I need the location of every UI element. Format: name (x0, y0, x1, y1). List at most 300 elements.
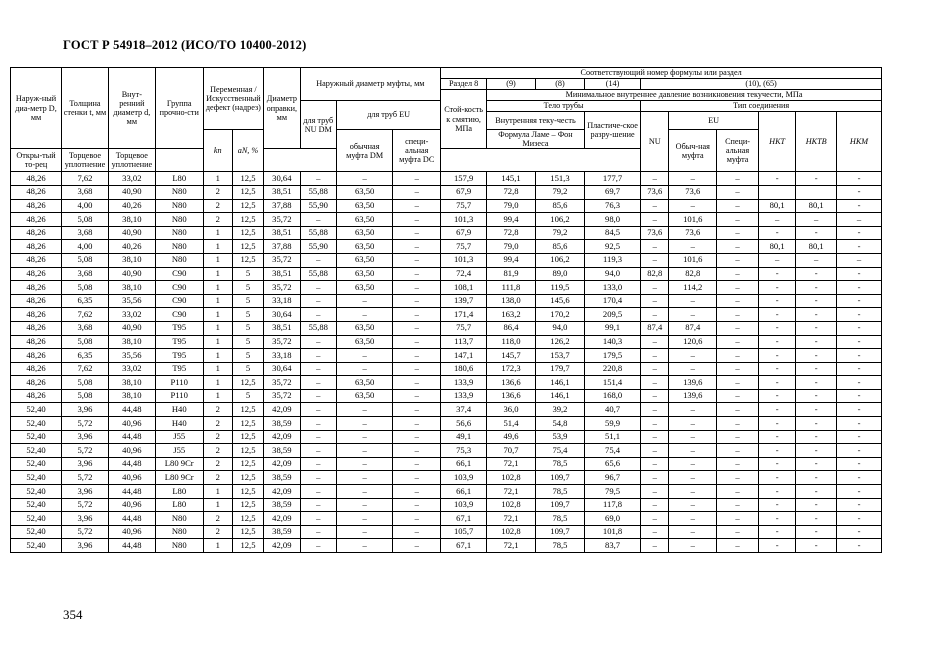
table-row (11, 430, 882, 444)
table-cell: – (641, 485, 669, 499)
table-cell: 63,50 (337, 335, 393, 349)
table-cell: 180,6 (441, 362, 487, 376)
table-cell: 63,50 (337, 226, 393, 240)
table-cell: 84,5 (584, 226, 640, 240)
table-cell: N80 (155, 253, 203, 267)
table-cell: 6,35 (62, 349, 109, 363)
table-cell: - (837, 294, 882, 308)
header-collapse-resistance: Стой-кость к смятию, МПа (441, 90, 487, 149)
table-cell: 37,88 (264, 199, 300, 213)
table-cell: N80 (155, 512, 203, 526)
table-cell: - (758, 417, 796, 431)
table-cell: – (393, 539, 441, 553)
header-for-nu: для труб NU DM (300, 101, 336, 149)
table-cell: 33,02 (108, 308, 155, 322)
table-cell: – (393, 430, 441, 444)
table-cell: 75,4 (535, 444, 584, 458)
table-cell: 33,18 (264, 349, 300, 363)
table-cell: – (393, 512, 441, 526)
table-cell: C90 (155, 281, 203, 295)
table-cell: – (393, 457, 441, 471)
header-section-8: Раздел 8 (441, 79, 487, 90)
header-kn: kn (203, 130, 232, 172)
table-row (11, 294, 882, 308)
table-cell: – (300, 362, 336, 376)
table-cell: - (796, 471, 837, 485)
table-cell: 2 (203, 471, 232, 485)
table-cell: J55 (155, 444, 203, 458)
table-cell: – (337, 457, 393, 471)
table-cell: 2 (203, 417, 232, 431)
table-cell: - (758, 471, 796, 485)
table-cell: – (641, 253, 669, 267)
table-cell: 49,6 (487, 430, 536, 444)
table-cell: – (300, 430, 336, 444)
table-cell: – (717, 403, 759, 417)
table-row (11, 335, 882, 349)
table-cell: – (393, 444, 441, 458)
table-cell: 48,26 (11, 199, 62, 213)
table-cell: 96,7 (584, 471, 640, 485)
table-cell: 3,68 (62, 321, 109, 335)
table-cell: – (337, 512, 393, 526)
table-cell: 5 (232, 308, 263, 322)
table-cell: – (796, 253, 837, 267)
table-cell: – (300, 389, 336, 403)
table-cell: – (337, 539, 393, 553)
table-cell: 2 (203, 185, 232, 199)
header-nktv: НКТВ (796, 112, 837, 172)
table-cell: 1 (203, 294, 232, 308)
table-cell: 73,6 (669, 185, 717, 199)
table-cell: 12,5 (232, 199, 263, 213)
table-cell: - (796, 498, 837, 512)
table-cell: - (758, 321, 796, 335)
table-cell: – (393, 240, 441, 254)
table-cell: – (717, 185, 759, 199)
table-cell: 48,26 (11, 335, 62, 349)
table-cell: 12,5 (232, 525, 263, 539)
table-cell: 5,08 (62, 389, 109, 403)
table-cell: 40,26 (108, 240, 155, 254)
table-cell: N80 (155, 240, 203, 254)
table-cell: - (758, 457, 796, 471)
header-lame-mises: Формула Ламе – Фон Мизеса (487, 130, 585, 149)
table-cell: 78,5 (535, 539, 584, 553)
table-cell: 65,6 (584, 457, 640, 471)
table-cell: 40,96 (108, 498, 155, 512)
table-cell: 101,6 (669, 213, 717, 227)
table-cell: 48,26 (11, 185, 62, 199)
table-cell: - (758, 403, 796, 417)
table-cell: 140,3 (584, 335, 640, 349)
table-cell: - (796, 281, 837, 295)
table-cell: - (796, 294, 837, 308)
table-cell: 12,5 (232, 403, 263, 417)
table-cell: 138,0 (487, 294, 536, 308)
table-cell: – (393, 362, 441, 376)
table-row (11, 172, 882, 186)
table-cell: 72,1 (487, 539, 536, 553)
table-cell: 1 (203, 253, 232, 267)
table-cell: - (796, 525, 837, 539)
table-cell: 69,7 (584, 185, 640, 199)
table-cell: 7,62 (62, 362, 109, 376)
table-cell: 109,7 (535, 498, 584, 512)
table-cell: 35,72 (264, 376, 300, 390)
table-cell: 117,8 (584, 498, 640, 512)
table-cell: – (300, 471, 336, 485)
table-cell: – (669, 240, 717, 254)
table-cell: - (758, 349, 796, 363)
table-cell: 2 (203, 403, 232, 417)
table-cell: – (300, 376, 336, 390)
table-cell: - (837, 185, 882, 199)
table-cell: 1 (203, 172, 232, 186)
table-cell: - (758, 430, 796, 444)
table-cell: 12,5 (232, 444, 263, 458)
table-cell: 5,72 (62, 417, 109, 431)
header-variable-defect: Переменная /Искусственный дефект (надрез) (203, 68, 263, 130)
table-cell: 72,4 (441, 267, 487, 281)
table-cell: 40,90 (108, 321, 155, 335)
table-cell: 85,6 (535, 240, 584, 254)
table-cell: 118,0 (487, 335, 536, 349)
table-cell: - (758, 512, 796, 526)
table-cell: – (717, 172, 759, 186)
table-cell: 72,1 (487, 457, 536, 471)
table-cell: 102,8 (487, 471, 536, 485)
table-row (11, 226, 882, 240)
table-cell: 35,56 (108, 349, 155, 363)
table-cell: - (837, 512, 882, 526)
table-cell: 79,2 (535, 185, 584, 199)
table-cell: – (717, 213, 759, 227)
table-cell: 139,6 (669, 376, 717, 390)
table-cell: 38,59 (264, 525, 300, 539)
table-cell: 5 (232, 281, 263, 295)
table-cell: 79,2 (535, 226, 584, 240)
table-cell: - (758, 498, 796, 512)
table-cell: 38,10 (108, 253, 155, 267)
table-cell: 44,48 (108, 430, 155, 444)
table-cell: 87,4 (669, 321, 717, 335)
table-cell: 51,4 (487, 417, 536, 431)
table-cell: N80 (155, 525, 203, 539)
table-cell: 99,1 (584, 321, 640, 335)
table-cell: 109,7 (535, 471, 584, 485)
table-cell: 5 (232, 267, 263, 281)
table-cell: 55,90 (300, 240, 336, 254)
table-cell: – (717, 294, 759, 308)
table-cell: – (393, 308, 441, 322)
table-cell: N80 (155, 213, 203, 227)
table-cell: – (300, 525, 336, 539)
table-cell: – (300, 444, 336, 458)
table-cell: 6,35 (62, 294, 109, 308)
table-cell: L80 9Cr (155, 471, 203, 485)
table-cell: 5,08 (62, 281, 109, 295)
table-cell: – (337, 403, 393, 417)
header-open-end: Откры-тый то-рец (11, 149, 62, 172)
table-cell: 48,26 (11, 226, 62, 240)
table-cell: 48,26 (11, 376, 62, 390)
table-cell: - (796, 417, 837, 431)
table-cell: 103,9 (441, 498, 487, 512)
table-cell: 106,2 (535, 213, 584, 227)
table-cell: – (641, 362, 669, 376)
table-cell: J55 (155, 430, 203, 444)
table-cell: 52,40 (11, 525, 62, 539)
table-cell: 63,50 (337, 376, 393, 390)
table-cell: - (837, 240, 882, 254)
table-cell: - (796, 539, 837, 553)
table-cell: 49,1 (441, 430, 487, 444)
table-cell: – (669, 199, 717, 213)
table-cell: C90 (155, 267, 203, 281)
header-eu-special: специ-альная муфта DC (393, 130, 441, 172)
table-cell: 89,0 (535, 267, 584, 281)
table-cell: 42,09 (264, 485, 300, 499)
table-cell: 99,4 (487, 213, 536, 227)
table-cell: 63,50 (337, 185, 393, 199)
header-min-pressure: Минимальное внутреннее давление возникновения текучести, МПа (487, 90, 882, 101)
table-cell: – (717, 226, 759, 240)
table-cell: 44,48 (108, 403, 155, 417)
header-formula-8: (8) (535, 79, 584, 90)
table-cell: 1 (203, 485, 232, 499)
table-cell: – (717, 512, 759, 526)
table-cell: 220,8 (584, 362, 640, 376)
table-cell: - (758, 539, 796, 553)
table-cell: N80 (155, 539, 203, 553)
table-cell: – (641, 403, 669, 417)
table-cell: 56,6 (441, 417, 487, 431)
table-cell: 40,90 (108, 185, 155, 199)
table-cell: – (337, 525, 393, 539)
table-cell: - (796, 226, 837, 240)
table-cell: 136,6 (487, 376, 536, 390)
table-cell: 101,6 (669, 253, 717, 267)
table-cell: 12,5 (232, 457, 263, 471)
table-cell: 177,7 (584, 172, 640, 186)
table-cell: H40 (155, 403, 203, 417)
table-cell: 5,08 (62, 376, 109, 390)
table-cell: 5 (232, 349, 263, 363)
table-cell: 146,1 (535, 389, 584, 403)
table-cell: - (837, 335, 882, 349)
table-cell: – (641, 525, 669, 539)
table-cell: 179,5 (584, 349, 640, 363)
table-cell: - (837, 172, 882, 186)
table-cell: – (641, 417, 669, 431)
table-cell: – (717, 281, 759, 295)
table-cell: 145,1 (487, 172, 536, 186)
table-cell: – (393, 226, 441, 240)
table-cell: – (393, 349, 441, 363)
table-cell: – (717, 335, 759, 349)
table-cell: 1 (203, 389, 232, 403)
table-cell: – (717, 362, 759, 376)
table-cell: 3,96 (62, 512, 109, 526)
table-cell: 67,9 (441, 226, 487, 240)
table-cell: 5 (232, 321, 263, 335)
header-outer-diameter: Наруж-ный диа-метр D, мм (11, 68, 62, 149)
table-cell: - (796, 389, 837, 403)
table-cell: - (796, 321, 837, 335)
table-cell: - (796, 485, 837, 499)
table-cell: 63,50 (337, 213, 393, 227)
table-cell: L80 (155, 485, 203, 499)
table-cell: – (393, 498, 441, 512)
table-cell: - (837, 525, 882, 539)
table-cell: 48,26 (11, 267, 62, 281)
header-mandrel-diameter: Диаметр оправки, мм (264, 68, 300, 149)
table-cell: 40,96 (108, 417, 155, 431)
table-cell: – (393, 281, 441, 295)
table-cell: 63,50 (337, 389, 393, 403)
table-cell: – (641, 430, 669, 444)
table-cell: – (300, 457, 336, 471)
table-cell: P110 (155, 389, 203, 403)
header-end-seal-2: Торцевое уплотнение (108, 149, 155, 172)
table-cell: 30,64 (264, 172, 300, 186)
table-cell: 133,9 (441, 376, 487, 390)
table-cell: – (669, 403, 717, 417)
table-cell: – (393, 185, 441, 199)
table-row (11, 240, 882, 254)
table-cell: 3,96 (62, 403, 109, 417)
table-cell: 48,26 (11, 362, 62, 376)
table-cell: 55,88 (300, 226, 336, 240)
table-cell: - (837, 226, 882, 240)
table-cell: 103,9 (441, 471, 487, 485)
table-cell: 37,88 (264, 240, 300, 254)
table-cell: T95 (155, 335, 203, 349)
table-cell: 87,4 (641, 321, 669, 335)
table-cell: 5 (232, 294, 263, 308)
table-cell: – (669, 539, 717, 553)
table-cell: 63,50 (337, 321, 393, 335)
table-cell: – (641, 294, 669, 308)
table-cell: 145,7 (487, 349, 536, 363)
table-cell: 48,26 (11, 172, 62, 186)
table-cell: 1 (203, 281, 232, 295)
header-formula-section: Соответствующий номер формулы или раздел (441, 68, 882, 79)
table-cell: - (758, 485, 796, 499)
table-cell: 114,2 (669, 281, 717, 295)
table-row (11, 199, 882, 213)
table-cell: L80 (155, 172, 203, 186)
table-cell: – (641, 376, 669, 390)
table-cell: 12,5 (232, 172, 263, 186)
table-cell: 2 (203, 213, 232, 227)
table-cell: 2 (203, 512, 232, 526)
table-cell: 5,08 (62, 213, 109, 227)
table-cell: – (641, 199, 669, 213)
table-cell: 83,7 (584, 539, 640, 553)
table-cell: 42,09 (264, 512, 300, 526)
table-cell: – (300, 403, 336, 417)
table-cell: 5 (232, 389, 263, 403)
table-cell: 51,1 (584, 430, 640, 444)
table-cell: – (393, 376, 441, 390)
table-row (11, 444, 882, 458)
table-cell: – (717, 376, 759, 390)
table-row (11, 185, 882, 199)
table-cell: 153,7 (535, 349, 584, 363)
table-cell: 52,40 (11, 539, 62, 553)
table-cell: 209,5 (584, 308, 640, 322)
table-cell: 82,8 (641, 267, 669, 281)
table-cell: 5,72 (62, 498, 109, 512)
table-cell: 5,72 (62, 444, 109, 458)
table-cell: – (717, 321, 759, 335)
table-cell: 70,7 (487, 444, 536, 458)
table-cell: 2 (203, 444, 232, 458)
table-cell: - (837, 308, 882, 322)
table-cell: – (641, 349, 669, 363)
table-cell: 63,50 (337, 281, 393, 295)
table-cell: 48,26 (11, 308, 62, 322)
table-cell: 78,5 (535, 485, 584, 499)
table-cell: 48,26 (11, 389, 62, 403)
table-cell: 38,10 (108, 376, 155, 390)
table-cell: 147,1 (441, 349, 487, 363)
table-cell: - (796, 267, 837, 281)
table-cell: 106,2 (535, 253, 584, 267)
table-row (11, 321, 882, 335)
table-cell: 1 (203, 349, 232, 363)
table-cell: 38,10 (108, 335, 155, 349)
table-cell: 5 (232, 335, 263, 349)
table-cell: – (669, 512, 717, 526)
table-cell: 151,3 (535, 172, 584, 186)
table-cell: 37,4 (441, 403, 487, 417)
table-cell: 12,5 (232, 430, 263, 444)
table-cell: 48,26 (11, 294, 62, 308)
table-cell: 5,72 (62, 471, 109, 485)
table-cell: 92,5 (584, 240, 640, 254)
table-cell: 12,5 (232, 253, 263, 267)
table-cell: 78,5 (535, 457, 584, 471)
table-cell: - (837, 281, 882, 295)
table-cell: - (837, 376, 882, 390)
header-eu-regular-coupling: Обыч-ная муфта (669, 130, 717, 172)
table-cell: – (717, 417, 759, 431)
table-row (11, 417, 882, 431)
table-cell: – (717, 539, 759, 553)
table-cell: 73,6 (641, 226, 669, 240)
table-cell: 52,40 (11, 512, 62, 526)
table-cell: 12,5 (232, 471, 263, 485)
table-cell: – (641, 444, 669, 458)
table-cell: – (393, 335, 441, 349)
table-cell: 94,0 (535, 321, 584, 335)
table-cell: 38,10 (108, 389, 155, 403)
table-cell: – (337, 308, 393, 322)
table-cell: 12,5 (232, 376, 263, 390)
table-cell: 52,40 (11, 417, 62, 431)
table-cell: – (393, 199, 441, 213)
table-cell: 163,2 (487, 308, 536, 322)
table-cell: 12,5 (232, 226, 263, 240)
table-cell: 55,88 (300, 267, 336, 281)
table-cell: 5,08 (62, 253, 109, 267)
table-cell: – (393, 525, 441, 539)
table-cell: L80 (155, 498, 203, 512)
table-cell: 38,59 (264, 498, 300, 512)
